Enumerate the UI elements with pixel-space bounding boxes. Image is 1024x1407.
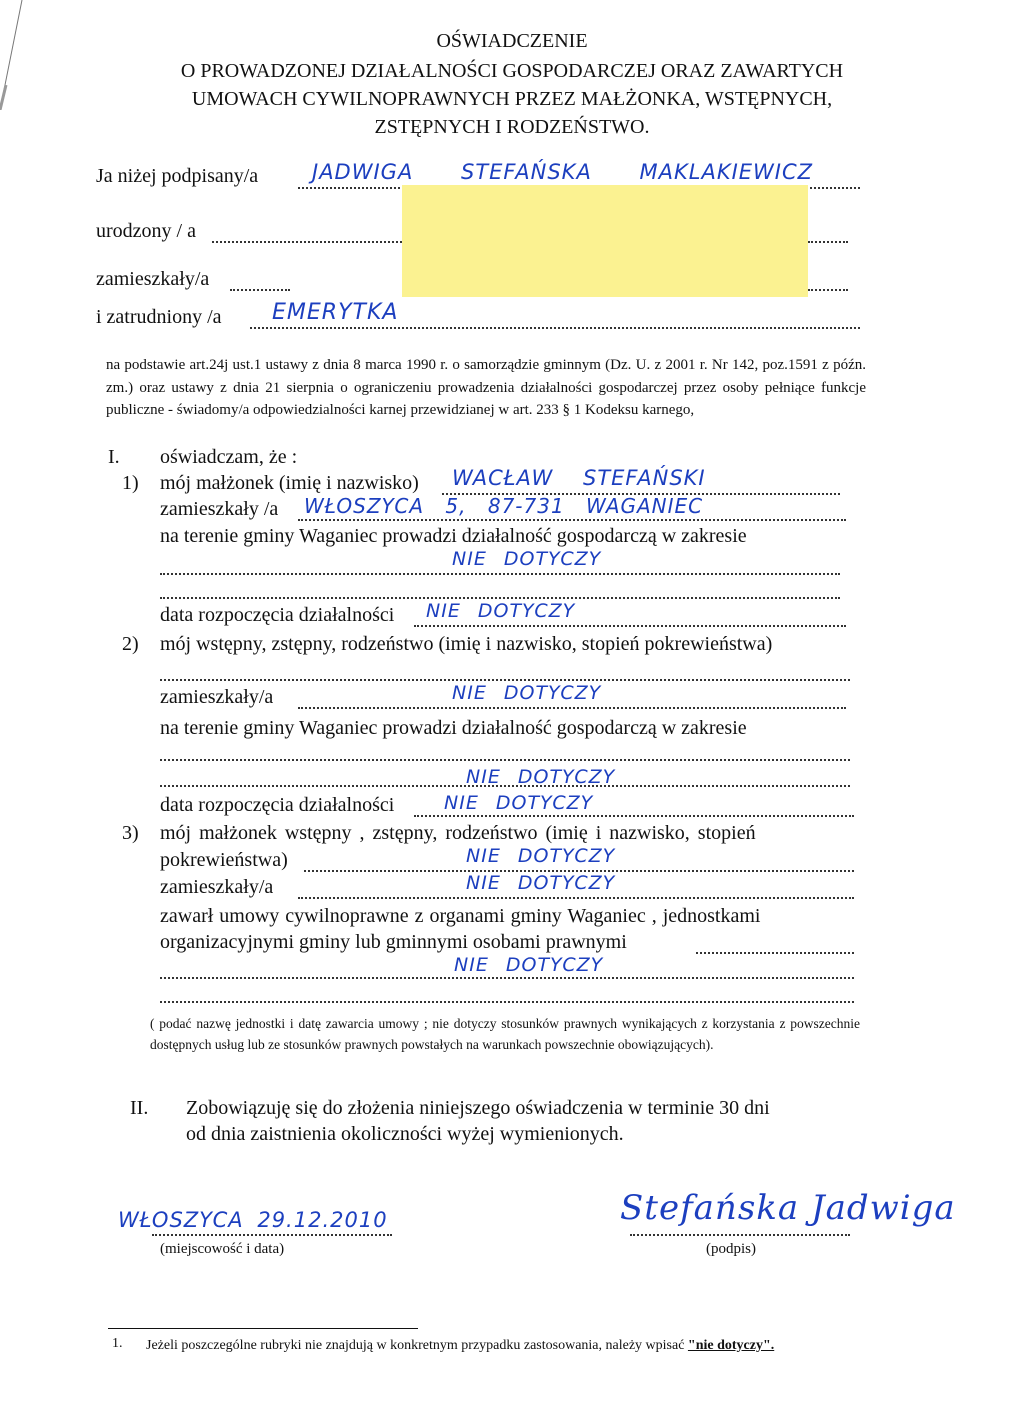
- document-subtitle: [0, 57, 1024, 141]
- item-3-extra-dotline: [160, 1000, 854, 1003]
- footnote-text-main: Jeżeli poszczególne rubryki nie znajdują w konkretnym przypadku zastosowania, należy wpisać: [146, 1338, 685, 1353]
- resident-label: zamieszkały/a: [96, 268, 210, 290]
- item-3-contract-dotline-2: [160, 976, 854, 979]
- item-2-resident-label: zamieszkały/a: [160, 686, 274, 708]
- born-dotline-right: [808, 240, 848, 243]
- item-3-resident-handwritten: NIE DOTYCZY: [466, 872, 616, 894]
- signature-label: (podpis): [706, 1241, 756, 1257]
- item-3-contract-handwritten: NIE DOTYCZY: [454, 954, 604, 976]
- item-3-contract-dotline-1: [696, 951, 854, 954]
- item-2-number: 2): [122, 633, 139, 655]
- born-label: urodzony / a: [96, 220, 196, 242]
- item-1-start-handwritten: NIE DOTYCZY: [426, 600, 576, 622]
- footnote-emphasis: "nie dotyczy".: [687, 1338, 775, 1353]
- item-2-start-handwritten: NIE DOTYCZY: [444, 792, 594, 814]
- item-1-business-dotline: [160, 572, 840, 575]
- section-1-label: oświadczam, że :: [160, 446, 298, 468]
- footnote-number: 1.: [112, 1336, 123, 1351]
- employed-dotline: [250, 326, 860, 329]
- item-1-start-label: data rozpoczęcia działalności: [160, 604, 395, 626]
- item-2-start-dotline: [414, 814, 854, 817]
- item-2-business-handwritten: NIE DOTYCZY: [466, 766, 616, 788]
- legal-basis-paragraph: na podstawie art.24j ust.1 ustawy z dnia 8 marca 1990 r. o samorządzie gminnym (Dz. U. z 2001 r. Nr 142, poz.1591 z późn. zm.) oraz ustawy z dnia 21 sierpnia o ograniczeniu prowadzenia działalności gospodarczej przez osoby pełniące funkcje publiczne - świadomy/a odpowiedzialności karnej przewidzianej w art. 233 § 1 Kodeksu karnego,: [106, 357, 866, 418]
- item-1-spouse-handwritten: WACŁAW STEFAŃSKI: [452, 466, 706, 490]
- section-2-number: II.: [130, 1097, 149, 1119]
- item-2-label: mój wstępny, zstępny, rodzeństwo (imię i nazwisko, stopień pokrewieństwa): [160, 633, 773, 655]
- section-1-number: I.: [108, 446, 120, 468]
- signature-dotline: [630, 1233, 850, 1236]
- item-1-extra-dotline: [160, 596, 840, 599]
- item-2-resident-handwritten: NIE DOTYCZY: [452, 682, 602, 704]
- resident-dotline-left: [230, 288, 290, 291]
- item-3-resident-label: zamieszkały/a: [160, 876, 274, 898]
- subtitle-line-1: O PROWADZONEJ DZIAŁALNOŚCI GOSPODARCZEJ ORAZ ZAWARTYCH: [180, 60, 844, 82]
- section-2-line-1: Zobowiązuję się do złożenia niniejszego oświadczenia w terminie 30 dni: [186, 1097, 770, 1119]
- document-title: OŚWIADCZENIE: [436, 30, 588, 52]
- item-2-kin-dotline: [160, 678, 850, 681]
- footnote-rule: [108, 1328, 418, 1329]
- subtitle-line-3: ZSTĘPNYCH I RODZEŃSTWO.: [374, 116, 650, 138]
- item-3-contract-line-2: organizacyjnymi gminy lub gminnymi osobami prawnymi: [160, 931, 627, 953]
- item-2-business-text: na terenie gminy Waganiec prowadzi działalność gospodarczą w zakresie: [160, 717, 747, 739]
- employed-label: i zatrudniony /a: [96, 306, 222, 328]
- place-date-label: (miejscowość i data): [160, 1241, 285, 1257]
- item-1-start-dotline: [414, 624, 846, 627]
- redaction-highlight: [402, 185, 808, 297]
- item-1-business-text: na terenie gminy Waganiec prowadzi działalność gospodarczą w zakresie: [160, 525, 747, 547]
- signed-label: Ja niżej podpisany/a: [96, 165, 259, 187]
- signature-handwritten: Stefańska Jadwiga: [620, 1188, 956, 1228]
- item-3-kin-label: pokrewieństwa): [160, 849, 288, 871]
- item-3-number: 3): [122, 822, 139, 844]
- item-2-resident-dotline: [298, 706, 846, 709]
- signed-name-handwritten: JADWIGA STEFAŃSKA MAKLAKIEWICZ: [312, 160, 814, 184]
- item-1-number: 1): [122, 472, 139, 494]
- item-2-start-label: data rozpoczęcia działalności: [160, 794, 395, 816]
- item-1-resident-handwritten: WŁOSZYCA 5, 87-731 WAGANIEC: [304, 494, 704, 518]
- place-date-dotline: [152, 1233, 392, 1236]
- subtitle-line-2: UMOWACH CYWILNOPRAWNYCH PRZEZ MAŁŻONKA, WSTĘPNYCH,: [191, 88, 833, 110]
- item-1-resident-label: zamieszkały /a: [160, 498, 279, 520]
- item-1-business-handwritten: NIE DOTYCZY: [452, 548, 602, 570]
- item-3-label: mój małżonek wstępny , zstępny, rodzeństwo (imię i nazwisko, stopień: [160, 822, 756, 844]
- employed-handwritten: EMERYTKA: [272, 300, 399, 325]
- item-3-contract-line-1: zawarł umowy cywilnoprawne z organami gminy Waganiec , jednostkami: [160, 905, 761, 927]
- item-2-business-dotline-1: [160, 758, 850, 761]
- resident-dotline-right: [808, 288, 848, 291]
- item-1-spouse-label: mój małżonek (imię i nazwisko): [160, 472, 419, 494]
- footnote-text: [146, 1336, 862, 1356]
- item-3-resident-dotline: [298, 896, 854, 899]
- section-2-line-2: od dnia zaistnienia okoliczności wyżej wymienionych.: [186, 1123, 624, 1145]
- born-dotline-left: [212, 240, 402, 243]
- item-1-resident-dotline: [298, 518, 846, 521]
- contract-note: ( podać nazwę jednostki i datę zawarcia umowy ; nie dotyczy stosunków prawnych wynikających z korzystania z powszechnie dostępnych usług lub ze stosunków prawnych powstałych na warunkach powszechnie obowiązujących).: [150, 1016, 860, 1052]
- item-3-kin-handwritten: NIE DOTYCZY: [466, 845, 616, 867]
- place-date-handwritten: WŁOSZYCA 29.12.2010: [118, 1208, 388, 1232]
